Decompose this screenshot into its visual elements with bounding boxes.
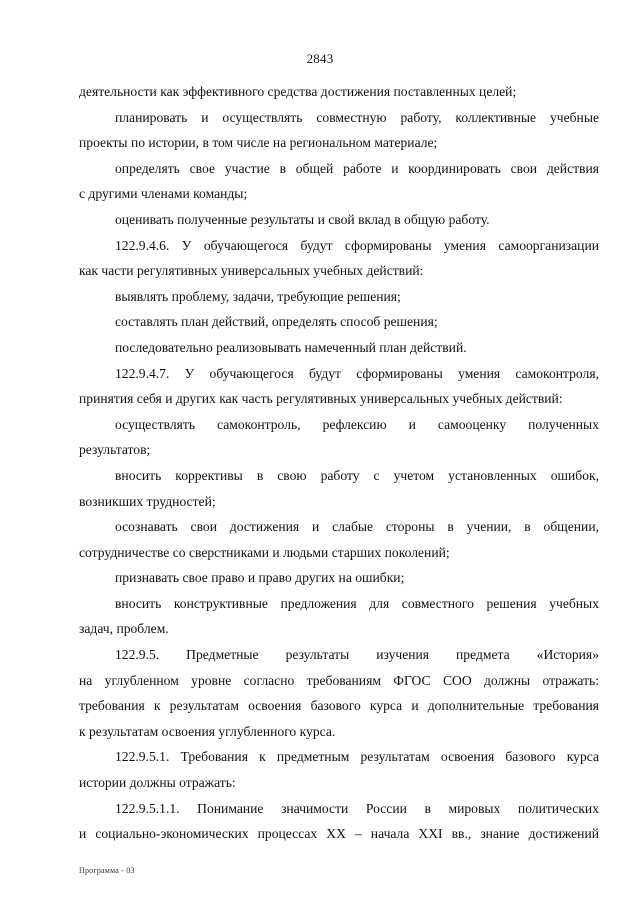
text-line: признавать свое право и право других на ошибки; — [115, 570, 405, 586]
text-line: принятия себя и других как часть регулятивных универсальных учебных действий: — [79, 391, 563, 407]
text-line: вносить конструктивные предложения для совместного решения учебных — [115, 595, 599, 611]
text-line: задач, проблем. — [79, 621, 169, 637]
text-line: требования к результатам освоения базового курса и дополнительные требования — [79, 698, 599, 714]
text-line: 122.9.4.7. У обучающегося будут сформированы умения самоконтроля, — [115, 365, 599, 381]
text-line: составлять план действий, определять способ решения; — [115, 314, 438, 330]
text-line: проекты по истории, в том числе на региональном материале; — [79, 135, 438, 151]
text-line: 122.9.5.1.1. Понимание значимости России в мировых политических — [115, 800, 599, 816]
text-line: сотрудничестве со сверстниками и людьми старших поколений; — [79, 544, 450, 560]
text-line: истории должны отражать: — [79, 775, 236, 791]
text-line: с другими членами команды; — [79, 186, 248, 202]
text-line: на углубленном уровне согласно требованиям ФГОС СОО должны отражать: — [79, 672, 599, 688]
body-text — [79, 79, 599, 847]
text-line: последовательно реализовывать намеченный план действий. — [115, 339, 467, 355]
text-line: возникших трудностей; — [79, 493, 216, 509]
text-line: определять свое участие в общей работе и координировать свои действия — [115, 160, 599, 176]
text-line: осознавать свои достижения и слабые стороны в учении, в общении, — [115, 519, 599, 535]
text-line: 122.9.5.1. Требования к предметным результатам освоения базового курса — [115, 749, 599, 765]
text-line: к результатам освоения углубленного курса. — [79, 723, 336, 739]
text-line: как части регулятивных универсальных учебных действий: — [79, 263, 424, 279]
text-line: вносить коррективы в свою работу с учетом установленных ошибок, — [115, 467, 599, 483]
text-line: 122.9.4.6. У обучающегося будут сформированы умения самоорганизации — [115, 237, 599, 253]
text-line: 122.9.5. Предметные результаты изучения предмета «История» — [115, 647, 599, 663]
text-line: и социально-экономических процессах XX – начала XXI вв., знание достижений — [79, 826, 599, 842]
footer-label: Программа - 03 — [79, 866, 135, 875]
text-line: планировать и осуществлять совместную работу, коллективные учебные — [115, 109, 599, 125]
text-line: выявлять проблему, задачи, требующие решения; — [115, 288, 401, 304]
text-line: оценивать полученные результаты и свой вклад в общую работу. — [115, 211, 490, 227]
text-line: осуществлять самоконтроль, рефлексию и самооценку полученных — [115, 416, 599, 432]
text-line: результатов; — [79, 442, 151, 458]
text-line: деятельности как эффективного средства достижения поставленных целей; — [79, 84, 517, 99]
page-number: 2843 — [306, 51, 334, 66]
